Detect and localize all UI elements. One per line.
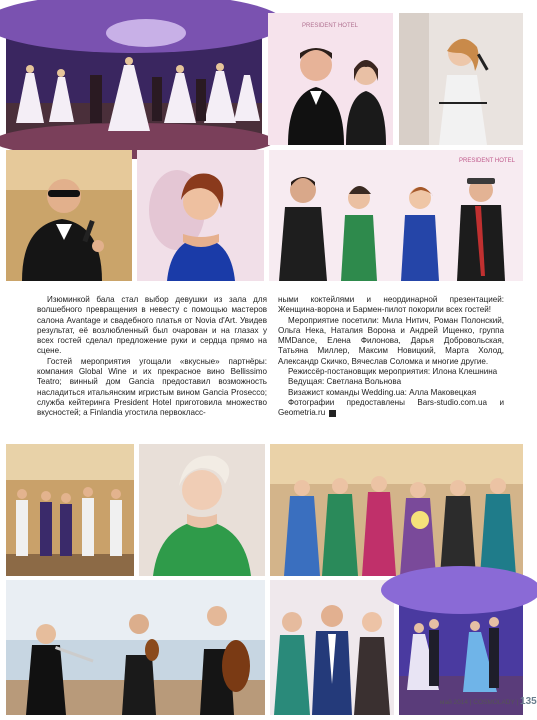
photo-dancing-couples <box>399 580 523 715</box>
folio-separator: | <box>469 699 474 706</box>
photo-host-sunglasses <box>6 150 132 281</box>
backdrop-brand-text: PRESIDENT HOTEL <box>302 23 358 29</box>
magazine-name: COSMOLADY <box>473 699 515 706</box>
issue-date: май 2014 <box>440 699 468 706</box>
photo-group-four-guests <box>269 150 523 281</box>
article-right-column <box>278 295 504 419</box>
photo-credit-text: Фотографии предоставлены Bars-studio.com.ua и Geometria.ru <box>278 397 504 418</box>
photo-string-musicians <box>6 580 265 715</box>
article-paragraph: Гостей мероприятия угощали «вкусные» партнёры: компания Global Wine и их прекрасное вино Bellissimo Teatro; винный дом Gancia предоставил возможность насладиться итальянским игристым вином Gancia Prosecco; служба кейтеринга President Hotel приготовила множество вкусностей; а Finlandia угостила первокласс- <box>37 356 267 418</box>
photo-host-and-guest-backdrop <box>268 13 393 145</box>
article-left-column <box>37 295 267 419</box>
guest-list-paragraph: Мероприятие посетили: Мила Нитич, Роман Полонский, Ольга Нека, Наталия Ворона и Андрей Ищенко, группа MMDance, Елена Филонова, Дарья Добровольская, Татьяна Миллер, Максим Новицкий, Марта Холод, Александр Скичко, Вячеслав Соломка и многие другие. <box>278 315 504 366</box>
director-credit: Режиссёр-постановщик мероприятия: Илона Клешнина <box>288 367 498 377</box>
photo-woman-green-dress <box>139 444 265 576</box>
photo-credit <box>278 398 504 419</box>
host-credit: Ведущая: Светлана Вольнова <box>288 377 402 387</box>
makeup-credit: Визажист команды Wedding.ua: Алла Маковецкая <box>288 387 477 397</box>
page-folio <box>440 696 537 707</box>
photo-woman-blue-dress <box>137 150 264 281</box>
backdrop-brand-text-2: PRESIDENT HOTEL <box>459 158 515 164</box>
end-of-article-icon: ▪ <box>329 410 336 417</box>
photo-trio-backdrop <box>270 580 394 715</box>
photo-dancers-stage <box>6 444 134 576</box>
photo-singer-microphone <box>399 13 523 145</box>
folio-separator: | <box>516 699 521 706</box>
article-paragraph: ными коктейлями и неординарной презентацией: Женщина-ворона и Бармен-пилот покорили всех гостей! <box>278 295 504 315</box>
page-number: 135 <box>520 696 537 707</box>
article-paragraph: Изюминкой бала стал выбор девушки из зала для волшебного превращения в невесту с помощью мастеров салона Avantage и свадебного платья от Novia d'Art. Увидев результат, её возлюбленный был очарован и на глазах у всех гостей сделал предложение руки и сердца прямо на сцене. <box>37 295 267 356</box>
photo-group-evening-gowns <box>270 444 523 576</box>
photo-ballroom-brides <box>6 13 262 145</box>
